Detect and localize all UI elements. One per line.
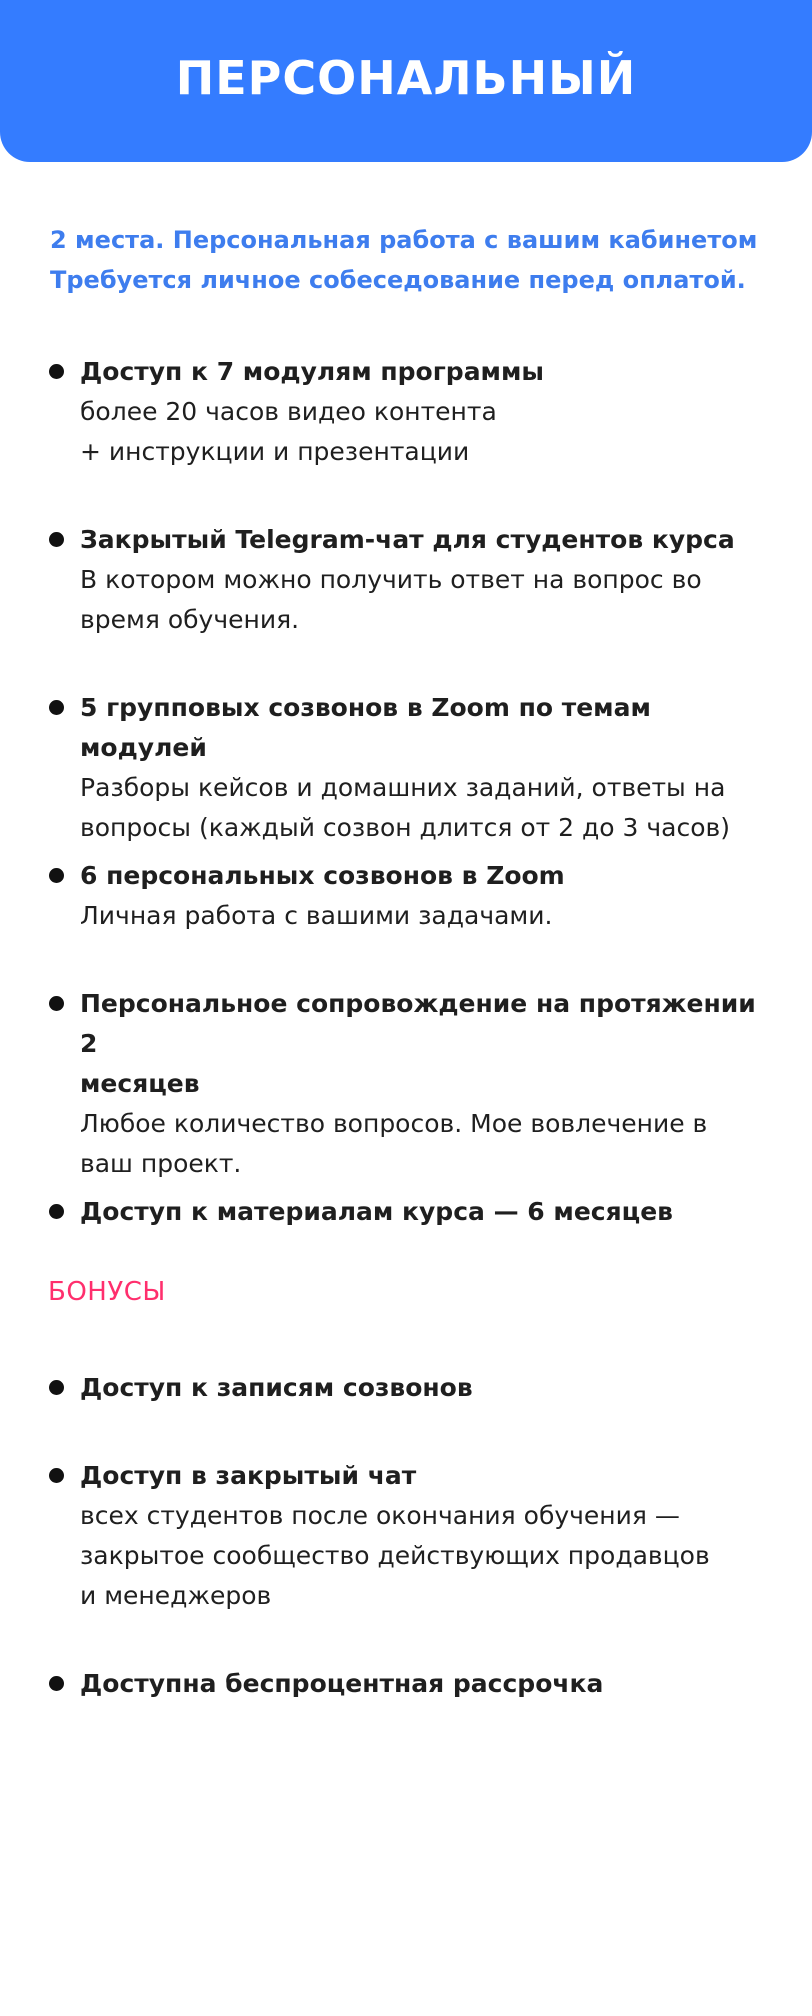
bonus-title: Доступ в закрытый чат [80,1461,417,1490]
feature-title: 5 групповых созвонов в Zoom по темам модулей [80,693,651,762]
bullet-icon [49,532,64,547]
feature-title: Доступ к 7 модулям программы [80,357,545,386]
bonus-title: Доступ к записям созвонов [80,1373,473,1402]
plan-header [0,0,812,162]
bullet-icon [49,1204,64,1219]
intro-line-2: Требуется личное собеседование перед оплатой. [50,266,746,294]
feature-title: Персональное сопровождение на протяжении 2 месяцев [80,989,756,1098]
feature-title: Доступ к материалам курса — 6 месяцев [80,1197,673,1226]
bullet-icon [49,996,64,1011]
bullet-icon [49,364,64,379]
feature-title: Закрытый Telegram-чат для студентов курса [80,525,735,554]
feature-description: более 20 часов видео контента + инструкции и презентации [80,397,497,466]
feature-description: В котором можно получить ответ на вопрос во время обучения. [80,565,702,634]
bullet-icon [49,1676,64,1691]
bonus-description: всех студентов после окончания обучения — закрытое сообщество действующих продавцов и менеджеров [80,1501,710,1610]
feature-description: Личная работа с вашими задачами. [80,901,553,930]
bullet-icon [49,1380,64,1395]
bonus-heading: БОНУСЫ [48,1277,166,1307]
bullet-icon [49,700,64,715]
plan-intro [50,220,790,300]
plan-title: ПЕРСОНАЛЬНЫЙ [175,51,637,105]
feature-description: Разборы кейсов и домашних заданий, ответы на вопросы (каждый созвон длится от 2 до 3 часов) [80,773,730,842]
bullet-icon [49,868,64,883]
feature-description: Любое количество вопросов. Мое вовлечение в ваш проект. [80,1109,708,1178]
intro-line-1: 2 места. Персональная работа с вашим кабинетом [50,226,758,254]
bonus-title: Доступна беспроцентная рассрочка [80,1669,604,1698]
bullet-icon [49,1468,64,1483]
feature-title: 6 персональных созвонов в Zoom [80,861,565,890]
